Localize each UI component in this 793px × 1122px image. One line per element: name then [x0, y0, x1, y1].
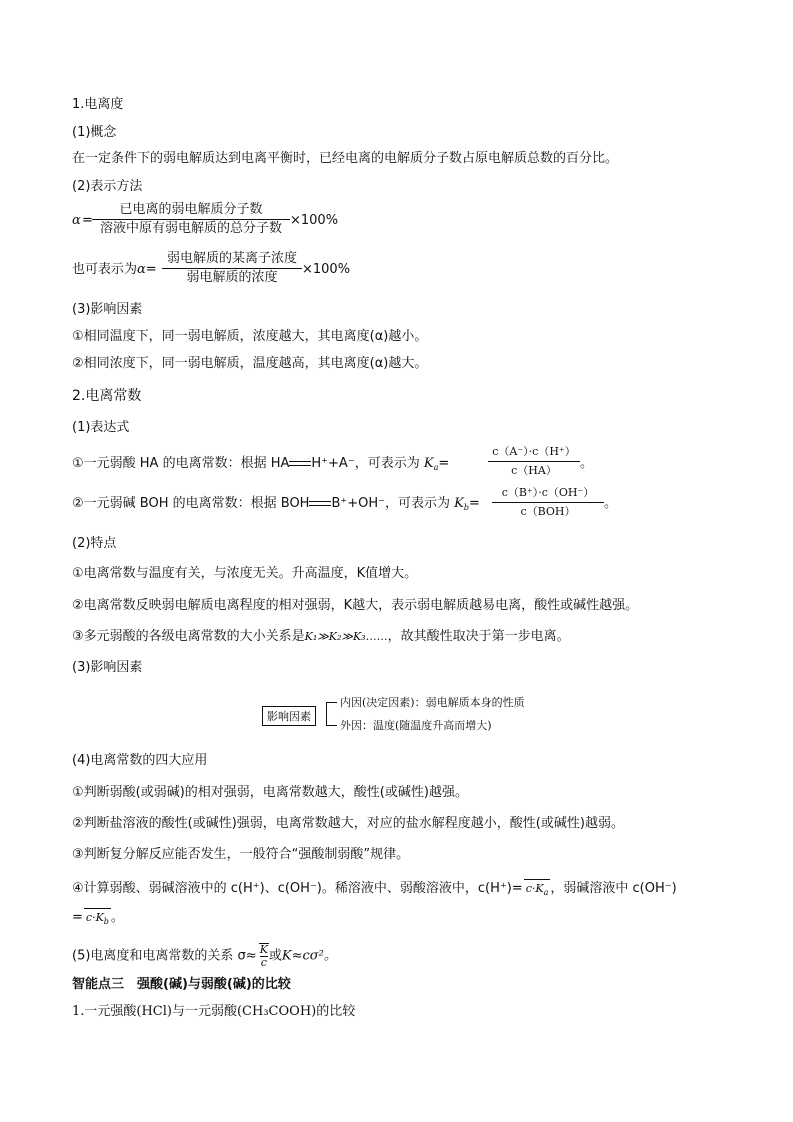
external-factor: 外因：温度(随温度升高而增大) — [340, 719, 492, 732]
subsection-1: 1.一元强酸(HCl)与一元弱酸(CH₃COOH)的比较 — [72, 1004, 356, 1019]
equilibrium-arrow-icon — [309, 499, 331, 509]
application-4-prefix: ④计算弱酸、弱碱溶液中的 c(H⁺)、c(OH⁻)。稀溶液中、弱酸溶液中，c(H⁺)= — [72, 881, 523, 896]
also-prefix: 也可表示为 — [72, 262, 138, 277]
base-constant-fraction — [492, 485, 604, 520]
features-label: (2)特点 — [72, 536, 117, 551]
relation-suffix: K≈cσ²。 — [281, 948, 337, 964]
k-symbol: K — [423, 456, 434, 471]
fraction-denominator: c（BOH） — [520, 505, 576, 518]
end-dot-2: 。 — [604, 496, 618, 511]
k-subscript-a: a — [543, 888, 549, 897]
factors-label: (3)影响因素 — [72, 302, 143, 317]
application-4-mid: ，弱碱溶液中 c(OH⁻) — [550, 881, 677, 896]
sqrt-content: c·K — [85, 911, 104, 924]
fraction-denominator: 弱电解质的浓度 — [186, 270, 278, 285]
method-label: (2)表示方法 — [72, 179, 143, 194]
fraction-numerator: 已电离的弱电解质分子数 — [119, 202, 263, 217]
alpha-symbol: α — [72, 213, 81, 228]
sqrt-c-kb — [84, 908, 111, 931]
concentration-fraction — [162, 251, 302, 286]
base-ions: B⁺+OH⁻ — [331, 496, 385, 511]
feature-2: ②电离常数反映弱电解质电离程度的相对强弱，K越大，表示弱电解质越易电离，酸性或碱性越强。 — [72, 598, 639, 613]
also-expressed-as — [72, 261, 157, 279]
acid-prefix: ①一元弱酸 HA 的电离常数：根据 HA — [72, 456, 290, 471]
influence-factors-box: 影响因素 — [262, 706, 316, 726]
fraction-denominator: c（HA） — [511, 464, 557, 477]
k-subscript-a: a — [433, 463, 439, 472]
equals-sign: = — [469, 496, 480, 511]
or-word: 或 — [268, 948, 282, 964]
internal-factor: 内因(决定因素)：弱电解质本身的性质 — [340, 696, 525, 709]
sqrt-c-ka — [524, 879, 551, 902]
acid-constant-fraction — [488, 444, 580, 479]
equals-sign-2: = — [145, 262, 157, 277]
end-dot: 。 — [580, 456, 594, 471]
sqrt-k-over-c — [259, 943, 269, 969]
application-1: ①判断弱酸(或弱碱)的相对强弱，电离常数越大，酸性(或碱性)越强。 — [72, 785, 468, 800]
k-subscript-b: b — [103, 917, 109, 926]
ionization-degree-fraction — [92, 202, 290, 237]
relation-line — [72, 943, 337, 969]
base-prefix: ②一元弱碱 BOH 的电离常数：根据 BOH — [72, 496, 310, 511]
fraction-bar — [162, 268, 302, 269]
fraction-bar — [488, 461, 580, 462]
base-constant-line — [72, 495, 480, 517]
k-symbol: K — [454, 496, 464, 511]
fraction-numerator: 弱电解质的某离子浓度 — [166, 251, 297, 266]
times-100-percent: ×100% — [290, 213, 339, 228]
concept-text: 在一定条件下的弱电解质达到电离平衡时，已经电离的电解质分子数占原电解质总数的百分比。 — [72, 151, 619, 166]
equilibrium-arrow-icon — [289, 459, 311, 469]
application-4-line-2 — [72, 908, 124, 931]
fraction-numerator: K — [259, 943, 268, 956]
k-relation: K₁≫K₂≫K₃…… — [304, 630, 388, 643]
fraction-bar — [492, 502, 604, 503]
end-dot: 。 — [110, 910, 124, 925]
fraction-bar — [92, 219, 290, 220]
concept-label: (1)概念 — [72, 125, 117, 140]
application-4 — [72, 879, 677, 902]
fraction-numerator: c（A⁻）·c（H⁺） — [492, 445, 576, 458]
application-2: ②判断盐溶液的酸性(或碱性)强弱，电离常数越大，对应的盐水解程度越小，酸性(或碱性)越弱。 — [72, 816, 624, 831]
fraction-numerator: c（B⁺）·c（OH⁻） — [501, 486, 595, 499]
section-heading-ionization-constant: 2.电离常数 — [72, 388, 142, 404]
equals-sign: = — [72, 910, 83, 925]
equals-sign: = — [82, 213, 93, 228]
expression-label: (1)表达式 — [72, 420, 130, 435]
acid-mid-text: ，可表示为 — [354, 456, 420, 471]
feature-3 — [72, 628, 570, 646]
influence-label: (3)影响因素 — [72, 660, 143, 675]
influence-brace — [326, 702, 337, 726]
feature-3-prefix: ③多元弱酸的各级电离常数的大小关系是 — [72, 629, 305, 644]
k-subscript-b: b — [463, 503, 469, 512]
factor-1: ①相同温度下，同一弱电解质，浓度越大，其电离度(α)越小。 — [72, 329, 428, 344]
factor-2: ②相同浓度下，同一弱电解质，温度越高，其电离度(α)越大。 — [72, 356, 428, 371]
section-heading-strong-vs-weak: 智能点三 强酸(碱)与弱酸(碱)的比较 — [72, 977, 291, 992]
relation-prefix: (5)电离度和电离常数的关系 σ≈ — [72, 948, 257, 964]
application-3: ③判断复分解反应能否发生，一般符合“强酸制弱酸”规律。 — [72, 847, 410, 862]
times-100-percent-2: ×100% — [302, 262, 351, 277]
acid-constant-line — [72, 455, 449, 477]
fraction-denominator: 溶液中原有弱电解质的总分子数 — [99, 221, 282, 236]
feature-3-suffix: ，故其酸性取决于第一步电离。 — [387, 629, 570, 644]
feature-1: ①电离常数与温度有关，与浓度无关。升高温度，K值增大。 — [72, 566, 418, 581]
section-heading-ionization-degree: 1.电离度 — [72, 97, 124, 112]
applications-label: (4)电离常数的四大应用 — [72, 753, 208, 768]
sqrt-content: c·K — [525, 882, 544, 895]
acid-ions: H⁺+A⁻ — [311, 456, 355, 471]
equals-sign: = — [438, 456, 450, 471]
alpha-symbol-2: α — [137, 262, 146, 277]
base-mid-text: ，可表示为 — [385, 496, 451, 511]
fraction-denominator: c — [260, 956, 267, 969]
